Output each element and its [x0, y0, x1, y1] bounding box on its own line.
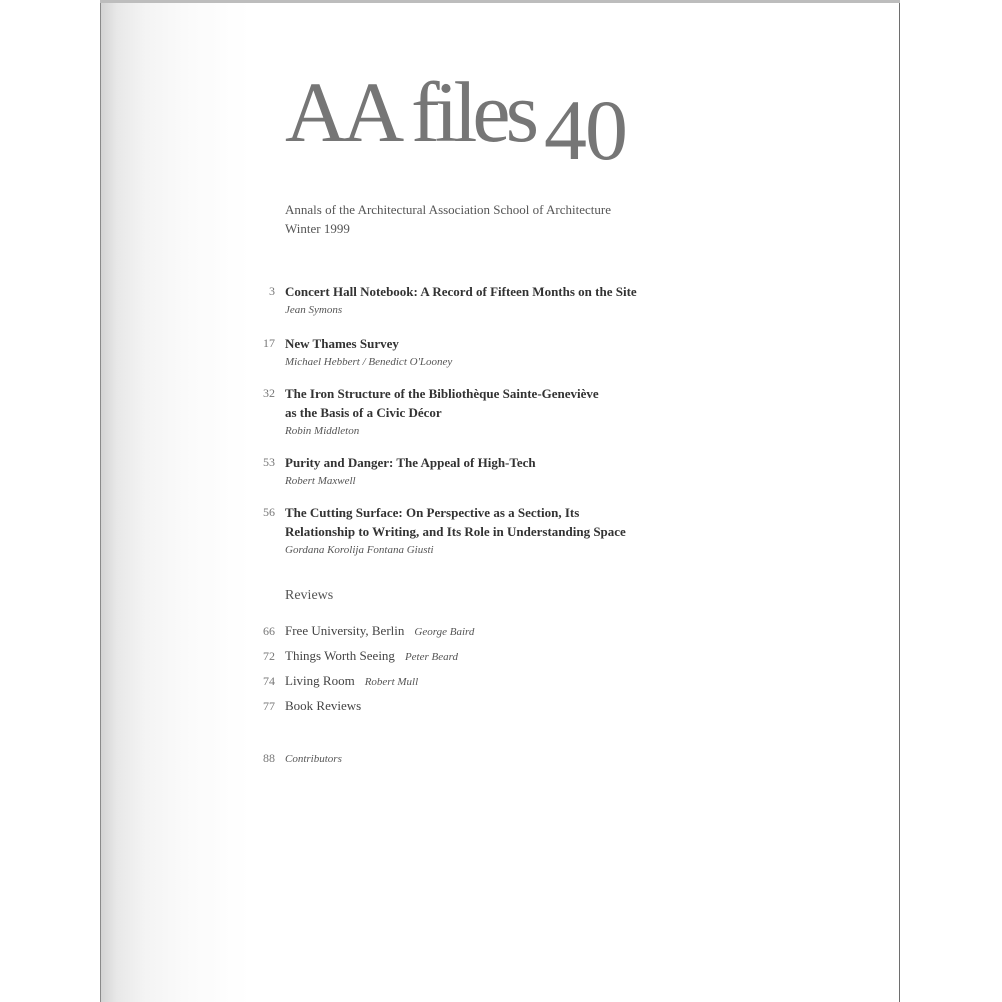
toc-page-number: 3	[269, 284, 275, 298]
toc-page-number: 32	[263, 386, 275, 400]
review-entry[interactable]	[250, 698, 371, 714]
toc-article-author: Jean Symons	[285, 304, 343, 316]
contributors-entry[interactable]	[250, 749, 342, 767]
toc-entry[interactable]	[250, 453, 690, 490]
toc-article-author: Gordana Korolija Fontana Giusti	[285, 544, 434, 556]
subtitle-line-annals: Annals of the Architectural Association School of Architecture	[285, 202, 611, 217]
review-entry[interactable]	[250, 648, 458, 664]
toc-page-number: 53	[263, 455, 275, 469]
masthead-issue-number: 40	[544, 82, 627, 178]
toc-entry[interactable]	[250, 503, 690, 559]
toc-article-title-line2: as the Basis of a Civic Décor	[285, 405, 442, 420]
toc-article-author: Michael Hebbert / Benedict O'Looney	[285, 356, 453, 368]
page-top-edge	[100, 0, 900, 3]
toc-page-number: 56	[263, 505, 275, 519]
toc-article-author: Robert Maxwell	[285, 475, 356, 487]
toc-article-title-line1: The Iron Structure of the Bibliothèque Sainte-Geneviève	[285, 386, 599, 401]
reviews-heading: Reviews	[285, 588, 334, 603]
review-entry[interactable]	[250, 673, 418, 689]
publication-subtitle	[285, 200, 611, 238]
masthead	[285, 62, 627, 178]
toc-article-author: Robin Middleton	[285, 425, 360, 437]
contributors-page-number: 88	[263, 751, 275, 765]
toc-article-title-line2: Relationship to Writing, and Its Role in Understanding Space	[285, 524, 626, 539]
toc-article-title: New Thames Survey	[285, 336, 399, 351]
review-page-number: 66	[263, 624, 275, 638]
contributors-label: Contributors	[285, 753, 342, 765]
subtitle-line-issue-date: Winter 1999	[285, 221, 350, 236]
review-author: George Baird	[414, 626, 475, 638]
review-title: Things Worth Seeing	[285, 648, 395, 663]
toc-article-title: Purity and Danger: The Appeal of High-Tech	[285, 455, 536, 470]
review-page-number: 72	[263, 649, 275, 663]
review-title: Living Room	[285, 673, 355, 688]
review-title: Free University, Berlin	[285, 623, 405, 638]
review-page-number: 74	[263, 674, 275, 688]
masthead-title: AA files	[285, 64, 535, 160]
toc-article-title-line1: The Cutting Surface: On Perspective as a Section, Its	[285, 505, 580, 520]
toc-article-title: Concert Hall Notebook: A Record of Fifteen Months on the Site	[285, 284, 637, 299]
review-entry[interactable]	[250, 623, 474, 639]
review-page-number: 77	[263, 699, 275, 713]
review-author: Robert Mull	[364, 676, 419, 688]
toc-entry[interactable]	[250, 334, 690, 371]
toc-page-number: 17	[263, 336, 275, 350]
review-title: Book Reviews	[285, 698, 362, 713]
toc-entry[interactable]	[250, 384, 690, 440]
review-author: Peter Beard	[404, 651, 458, 663]
toc-entry[interactable]	[250, 282, 690, 319]
